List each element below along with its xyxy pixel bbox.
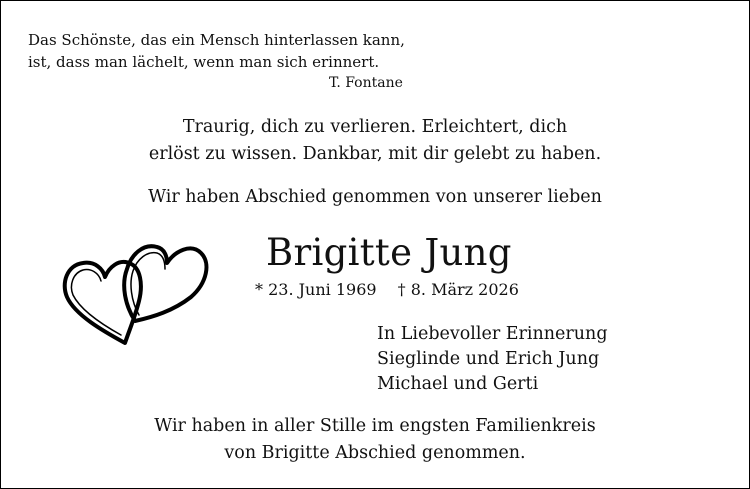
two-hearts-icon	[59, 235, 215, 351]
quote-line-2: ist, dass man lächelt, wenn man sich erinnert.	[28, 53, 380, 71]
signatory-line-3: Michael und Gerti	[377, 374, 539, 394]
life-dates	[255, 278, 519, 302]
farewell-text: Wir haben Abschied genommen von unserer lieben	[148, 187, 602, 207]
intro-line-2: erlöst zu wissen. Dankbar, mit dir gelebt zu haben.	[148, 144, 602, 164]
signatories	[377, 322, 608, 397]
closing-text	[1, 413, 749, 467]
quote-author: T. Fontane	[329, 75, 403, 91]
signatory-line-2: Sieglinde und Erich Jung	[377, 349, 600, 369]
birth-date: * 23. Juni 1969	[255, 280, 377, 299]
death-date: † 8. März 2026	[397, 280, 519, 299]
quote-block	[28, 29, 405, 93]
closing-line-2: von Brigitte Abschied genommen.	[224, 443, 526, 463]
closing-line-1: Wir haben in aller Stille im engsten Familienkreis	[154, 416, 596, 436]
intro-text	[1, 114, 749, 168]
signatory-line-1: In Liebevoller Erinnerung	[377, 324, 608, 344]
quote-line-1: Das Schönste, das ein Mensch hinterlassen kann,	[28, 31, 405, 49]
intro-line-1: Traurig, dich zu verlieren. Erleichtert, dich	[182, 117, 568, 137]
deceased-name: Brigitte Jung	[266, 231, 512, 274]
